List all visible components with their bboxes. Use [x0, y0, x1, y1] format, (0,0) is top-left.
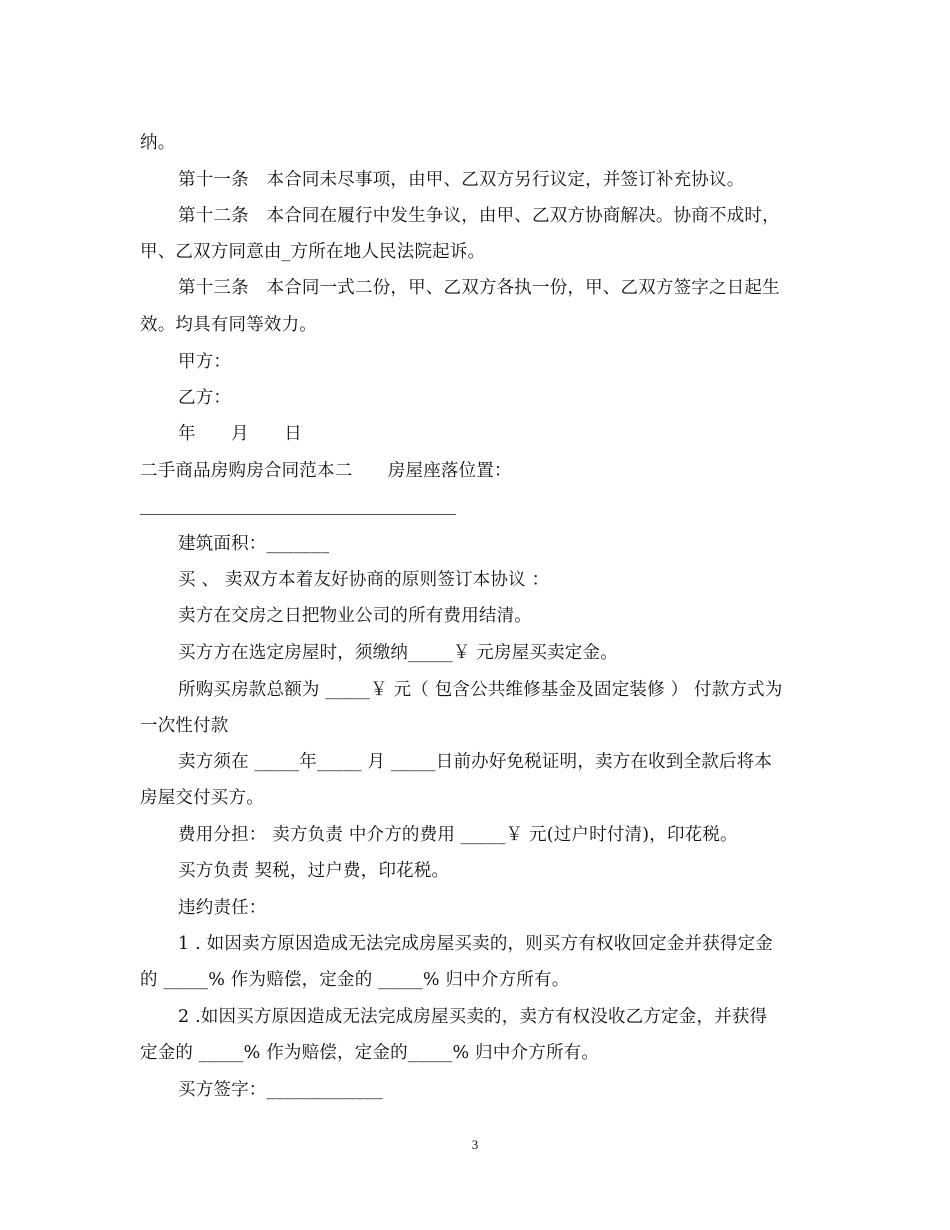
- text-line: 买 、 卖双方本着友好协商的原则签订本协议 ：: [178, 570, 550, 590]
- text-line: 所购买房款总额为 _____￥ 元（ 包含公共维修基金及固定装修 ） 付款方式为: [178, 680, 783, 700]
- text-line: 房屋交付买方。: [140, 788, 264, 808]
- page-number: 3: [471, 1137, 479, 1152]
- text-line: 买方方在选定房屋时，须缴纳_____￥ 元房屋买卖定金。: [178, 643, 618, 663]
- clause-12: 第十二条 本合同在履行中发生争议，由甲、乙双方协商解决。协商不成时，: [178, 206, 780, 226]
- text-line: 效。均具有同等效力。: [140, 315, 317, 335]
- text-line: 一次性付款: [140, 716, 229, 736]
- blank-rule: [140, 514, 456, 515]
- party-a-label: 甲方：: [178, 352, 232, 372]
- text-line: 买方负责 契税，过户费，印花税。: [178, 861, 450, 881]
- text-line: 纳。: [140, 133, 176, 153]
- date-line: 年 月 日: [178, 424, 302, 444]
- text-line: 定金的 _____% 作为赔偿，定金的_____% 归中介方所有。: [140, 1043, 600, 1063]
- text-line: 违约责任：: [178, 898, 267, 918]
- text-line: 费用分担： 卖方负责 中介方的费用 _____￥ 元(过户时付清)，印花税。: [178, 825, 738, 845]
- text-line: 卖方须在 _____年_____ 月 _____日前办好免税证明，卖方在收到全款后将本: [178, 752, 773, 772]
- text-line: 卖方在交房之日把物业公司的所有费用结清。: [178, 606, 532, 626]
- buyer-signature: 买方签字：_____________: [178, 1080, 383, 1100]
- clause-11: 第十一条 本合同未尽事项，由甲、乙双方另行议定，并签订补充协议。: [178, 170, 745, 190]
- text-line: 2 .如因买方原因造成无法完成房屋买卖的，卖方有权没收乙方定金，并获得: [178, 1007, 768, 1027]
- text-line: 1 . 如因卖方原因造成无法完成房屋买卖的，则买方有权收回定金并获得定金: [178, 934, 774, 954]
- party-b-label: 乙方：: [178, 388, 232, 408]
- text-line: 建筑面积：_______: [178, 534, 330, 554]
- text-line: 的 _____% 作为赔偿，定金的 _____% 归中介方所有。: [140, 970, 570, 990]
- section-title: 二手商品房购房合同范本二 房屋座落位置：: [140, 461, 512, 481]
- clause-13: 第十三条 本合同一式二份，甲、乙双方各执一份，甲、乙双方签字之日起生: [178, 278, 780, 298]
- text-line: 甲、乙双方同意由_方所在地人民法院起诉。: [140, 242, 486, 262]
